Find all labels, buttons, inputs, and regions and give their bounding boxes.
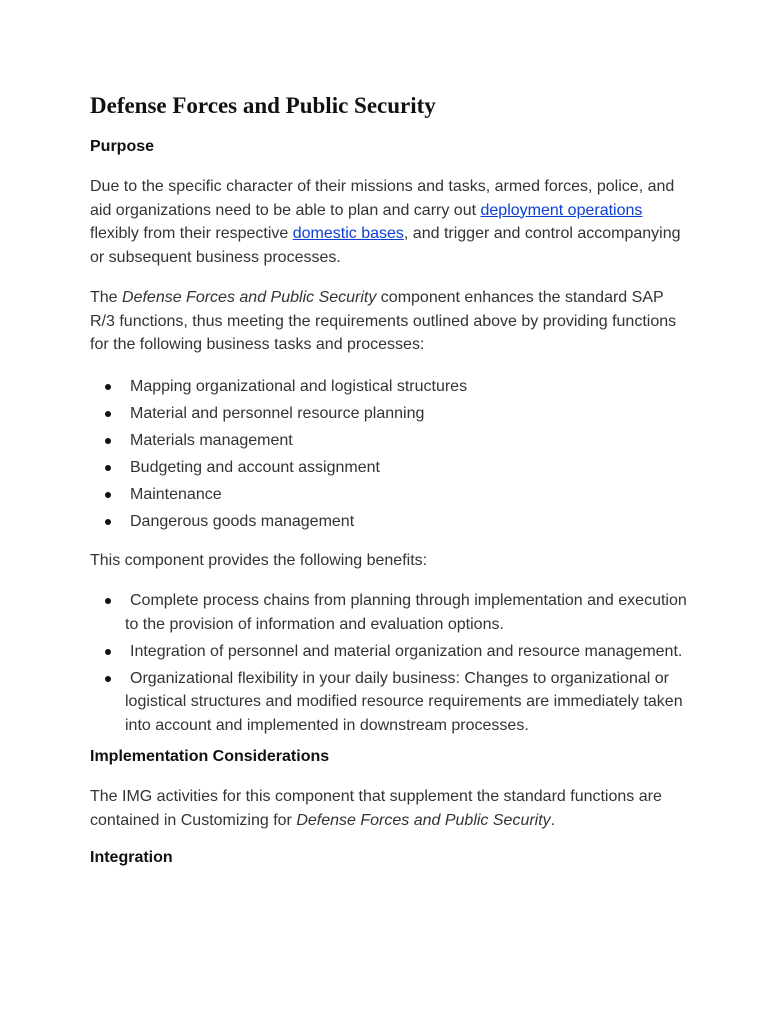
list-item: Complete process chains from planning through implementation and execution to the provision of information and evaluation options. bbox=[90, 589, 690, 636]
component-text-1: The bbox=[90, 289, 123, 306]
purpose-text-1: Due to the specific character of their missions and tasks, armed forces, police, and aid organizations need to be able to plan and carry out bbox=[90, 178, 675, 219]
document-page bbox=[90, 88, 690, 869]
list-item: Mapping organizational and logistical structures bbox=[90, 373, 690, 400]
list-item: Maintenance bbox=[90, 481, 690, 508]
list-item: Integration of personnel and material organization and resource management. bbox=[90, 640, 690, 664]
implementation-text-1: The IMG activities for this component that supplement the standard functions are contained in Customizing for bbox=[90, 788, 662, 829]
list-item: Dangerous goods management bbox=[90, 508, 690, 535]
purpose-paragraph bbox=[90, 175, 690, 269]
component-text-2: component enhances the standard SAP R/3 functions, thus meeting the requirements outlined above by providing functions for the following business tasks and processes: bbox=[90, 289, 677, 353]
list-item: Budgeting and account assignment bbox=[90, 454, 690, 481]
list-item: Organizational flexibility in your daily business: Changes to organizational or logistical structures and modified resource requirements are immediately taken into account and implemented in downstream processes. bbox=[90, 667, 690, 738]
list-item: Materials management bbox=[90, 427, 690, 454]
component-name-italic: Defense Forces and Public Security bbox=[122, 289, 377, 306]
implementation-italic: Defense Forces and Public Security bbox=[296, 811, 551, 829]
document-title: Defense Forces and Public Security bbox=[90, 93, 436, 118]
list-item: Material and personnel resource planning bbox=[90, 400, 690, 427]
domestic-bases-link[interactable]: domestic bases bbox=[292, 225, 404, 242]
benefits-list bbox=[90, 589, 690, 737]
implementation-paragraph bbox=[90, 785, 690, 832]
implementation-text-2: . bbox=[550, 811, 556, 829]
deployment-operations-link[interactable]: deployment operations bbox=[480, 201, 643, 219]
purpose-text-2: flexibly from their respective bbox=[90, 225, 293, 242]
purpose-heading: Purpose bbox=[90, 138, 155, 155]
integration-heading: Integration bbox=[90, 849, 173, 866]
component-paragraph bbox=[90, 286, 690, 357]
benefits-intro: This component provides the following benefits: bbox=[90, 551, 428, 569]
purpose-text-3: , and trigger and control accompanying or subsequent business processes. bbox=[90, 225, 681, 266]
business-tasks-list bbox=[90, 373, 690, 535]
implementation-heading: Implementation Considerations bbox=[90, 748, 330, 765]
